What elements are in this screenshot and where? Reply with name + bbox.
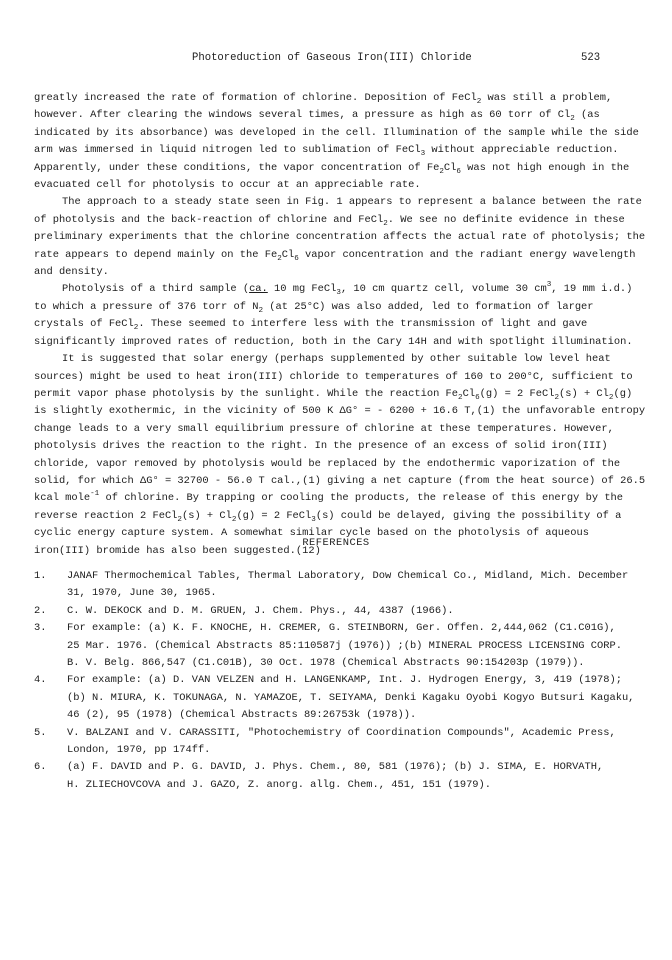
page-number: 523: [581, 52, 601, 64]
page-header: [0, 50, 672, 68]
reference-item: 2. C. W. DEKOCK and D. M. GRUEN, J. Chem. Phys., 44, 4387 (1966).: [34, 604, 454, 617]
reference-item: 1. JANAF Thermochemical Tables, Thermal Laboratory, Dow Chemical Co., Midland, Mich. December 31, 1970, June 30, 1965.: [34, 570, 629, 600]
paragraph-3: Photolysis of a third sample (ca. 10 mg FeCl$_3$, 10 cm quartz cell, volume 30 $cm^3$, 19 mm i.d.) to which a pressure of 376 torr of $N_2$ (at 25°C) was also added, led to formation of larger crystals of FeCl$_2$. These seemed to interfere less with the transmission of light and gave significantly improved rates of reduction, both in the Cary 14H and with spotlight illumination.: [34, 281, 633, 348]
references-list: [34, 568, 646, 794]
paragraph-1: greatly increased the rate of formation of chlorine. Deposition of FeCl$_2$ was still a problem, however. After clearing the windows several times, a pressure as high as 60 torr of $Cl_2$ (as indicated by its absorbance) was developed in the cell. Illumination of the sample while the side arm was immersed in liquid nitrogen led to sublimation of FeCl$_3$ without appreciable reduction. Apparently, under these conditions, the vapor concentration of $Fe_2Cl_6$ was not high enough in the evacuated cell for photolysis to occur at an appreciable rate.: [34, 92, 639, 192]
reference-item: 6. (a) F. DAVID and P. G. DAVID, J. Phys. Chem., 80, 581 (1976); (b) J. SIMA, E. HORVATH, H. ZLIECHOVCOVA and J. GAZO, Z. anorg. allg. Chem., 451, 151 (1979).: [34, 761, 604, 791]
reference-item: 5. V. BALZANI and V. CARASSITI, "Photochemistry of Coordination Compounds", Academic Press, London, 1970, pp 174ff.: [34, 726, 616, 757]
running-title: Photoreduction of Gaseous Iron(III) Chloride: [192, 52, 472, 64]
references-heading: REFERENCES: [302, 537, 370, 549]
paragraph-4: It is suggested that solar energy (perhaps supplemented by other suitable low level heat sources) might be used to heat iron(III) chloride to temperatures of 160 to 200°C, sufficient to permit vapor phase photolysis by the sunlight. While the reaction $Fe_2Cl_6(g) = 2$ FeCl$_2$(s) + $Cl_2(g)$ is slightly exothermic, in the vicinity of 500 K ΔG° = - 6200 + 16.6 T,(1) the unfavorable entropy change leads to a very small equilibrium pressure of chlorine at these temperatures. However, photolysis drives the reaction to the right. In the presence of an excess of solid iron(III) chloride, vapor removed by photolysis would be replaced by the endothermic vaporization of the solid, for which ΔG° = 32700 - 56.0 T cal.,(1) giving a net capture (from the heat source) of 26.5 kcal mole$^{-1}$ of chlorine. By trapping or cooling the products, the release of this energy by the reverse reaction 2 FeCl$_2$(s) + $Cl_2(g) = 2$ FeCl$_3$(s) could be delayed, giving the possibility of a cyclic energy capture system. A somewhat similar cycle based on the photolysis of aqueous iron(III) bromide has also been suggested.(12): [34, 353, 646, 557]
reference-item: 3. For example: (a) K. F. KNOCHE, H. CREMER, G. STEINBORN, Ger. Offen. 2,444,062 (C1.C01G), 25 Mar. 1976. (Chemical Abstracts 85:110587j (1976)) ;(b) MINERAL PROCESS LICENSING CORP. B. V. Belg. 866,547 (C1.C01B), 30 Oct. 1978 (Chemical Abstracts 90:154203p (1979)).: [34, 622, 622, 670]
reference-item: 4. For example: (a) D. VAN VELZEN and H. LANGENKAMP, Int. J. Hydrogen Energy, 3, 419 (1978); (b) N. MIURA, K. TOKUNAGA, N. YAMAZOE, T. SEIYAMA, Denki Kagaku Oyobi Kogyo Butsuri Kagaku, 46 (2), 95 (1978) (Chemical Abstracts 89:26753k (1978)).: [34, 674, 635, 722]
paragraph-2: The approach to a steady state seen in Fig. 1 appears to represent a balance between the rate of photolysis and the back-reaction of chlorine and FeCl$_2$. We see no definite evidence in these preliminary experiments that the chlorine concentration affects the actual rate of photolysis; the rate appears to depend mainly on the $Fe_2Cl_6$ vapor concentration and the radiant energy wavelength and density.: [34, 196, 646, 279]
body-text: [34, 90, 646, 560]
